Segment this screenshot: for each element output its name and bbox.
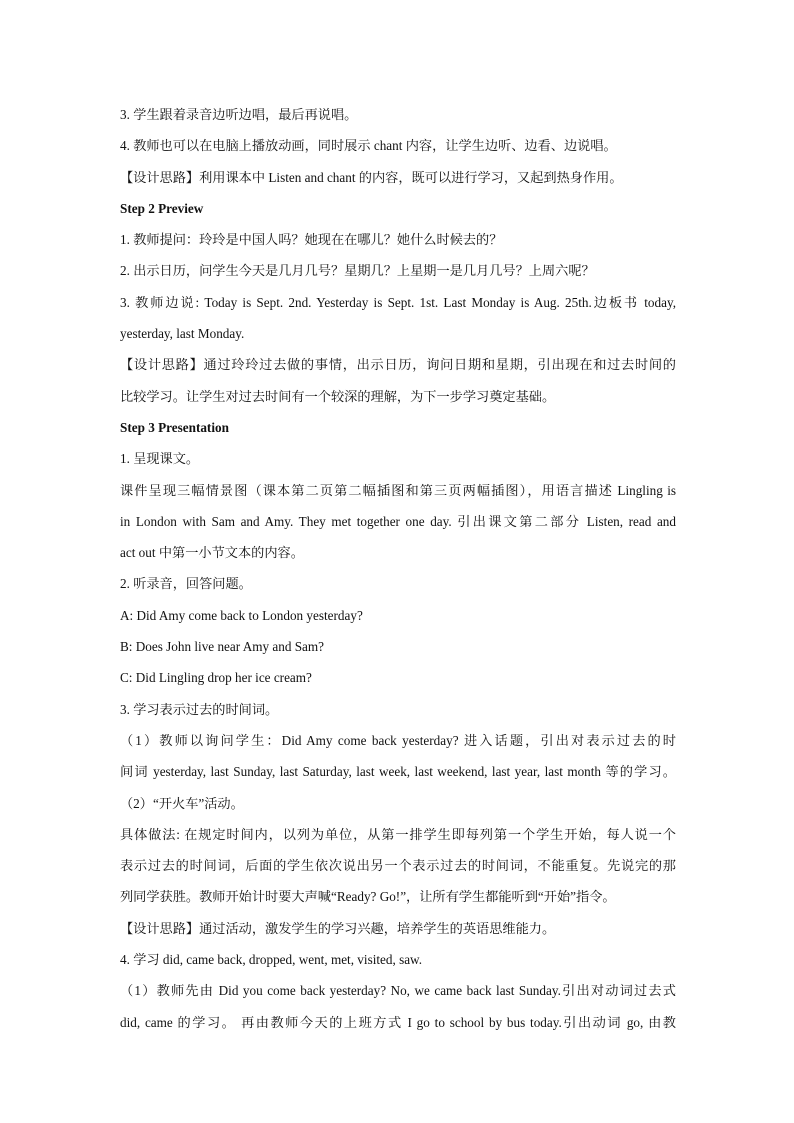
text-line: 1. 教师提问：玲玲是中国人吗？她现在在哪儿？她什么时候去的？ [120,232,503,248]
text-line: 具体做法: 在规定时间内，以列为单位，从第一排学生即每列第一个学生开始，每人说一个 [120,826,676,842]
text-line: （1）教师以询问学生：Did Amy come back yesterday? 进入话题，引出对表示过去的时 [120,732,676,748]
document-body [120,99,676,1038]
text-line: B: Does John live near Amy and Sam? [120,639,325,655]
text-line: （1）教师先由 Did you come back yesterday? No, we came back last Sunday.引出对动词过去式 [120,983,676,999]
section-heading: Step 3 Presentation [120,419,229,435]
text-line: did, came 的学习。 再由教师今天的上班方式 I go to school by bus today.引出动词 go, 由教 [120,1014,676,1030]
text-line: 1. 呈现课文。 [120,451,200,467]
text-line: 2. 出示日历，问学生今天是几月几号？星期几？上星期一是几月几号？上周六呢？ [120,263,595,279]
text-line: 3. 教师边说: Today is Sept. 2nd. Yesterday is Sept. 1st. Last Monday is Aug. 25th.边板书 today, [120,294,676,310]
text-line: 列同学获胜。教师开始计时要大声喊“Ready? Go!”，让所有学生都能听到“开始”指令。 [120,889,616,905]
text-line: yesterday, last Monday. [120,326,245,342]
text-line: C: Did Lingling drop her ice cream? [120,670,312,686]
text-line: （2）“开火车”活动。 [120,795,244,811]
text-line: 比较学习。让学生对过去时间有一个较深的理解，为下一步学习奠定基础。 [120,388,556,404]
text-line: 表示过去的时间词，后面的学生依次说出另一个表示过去的时间词，不能重复。先说完的那 [120,858,676,874]
text-line: 间词 yesterday, last Sunday, last Saturday, last week, last weekend, last year, last month 等的学习。 [120,764,676,780]
text-line: 课件呈现三幅情景图（课本第二页第二幅插图和第三页两幅插图），用语言描述 Lingling is [120,482,676,498]
text-line: A: Did Amy come back to London yesterday? [120,607,363,623]
text-line: 3. 学生跟着录音边听边唱，最后再说唱。 [120,107,358,122]
text-line: 2. 听录音，回答问题。 [120,576,252,592]
section-heading: Step 2 Preview [120,200,204,216]
text-line: 【设计思路】通过玲玲过去做的事情，出示日历，询问日期和星期，引出现在和过去时间的 [120,357,676,373]
text-line: 4. 教师也可以在电脑上播放动画，同时展示 chant 内容，让学生边听、边看、边说唱。 [120,138,617,154]
text-line: 【设计思路】利用课本中 Listen and chant 的内容，既可以进行学习，又起到热身作用。 [120,169,623,185]
text-line: act out 中第一小节文本的内容。 [120,545,304,561]
text-line: 4. 学习 did, came back, dropped, went, met, visited, saw. [120,952,423,968]
text-line: 【设计思路】通过活动，激发学生的学习兴趣，培养学生的英语思维能力。 [120,920,556,936]
text-line: 3. 学习表示过去的时间词。 [120,701,279,717]
text-line: in London with Sam and Amy. They met together one day. 引出课文第二部分 Listen, read and [120,513,676,529]
